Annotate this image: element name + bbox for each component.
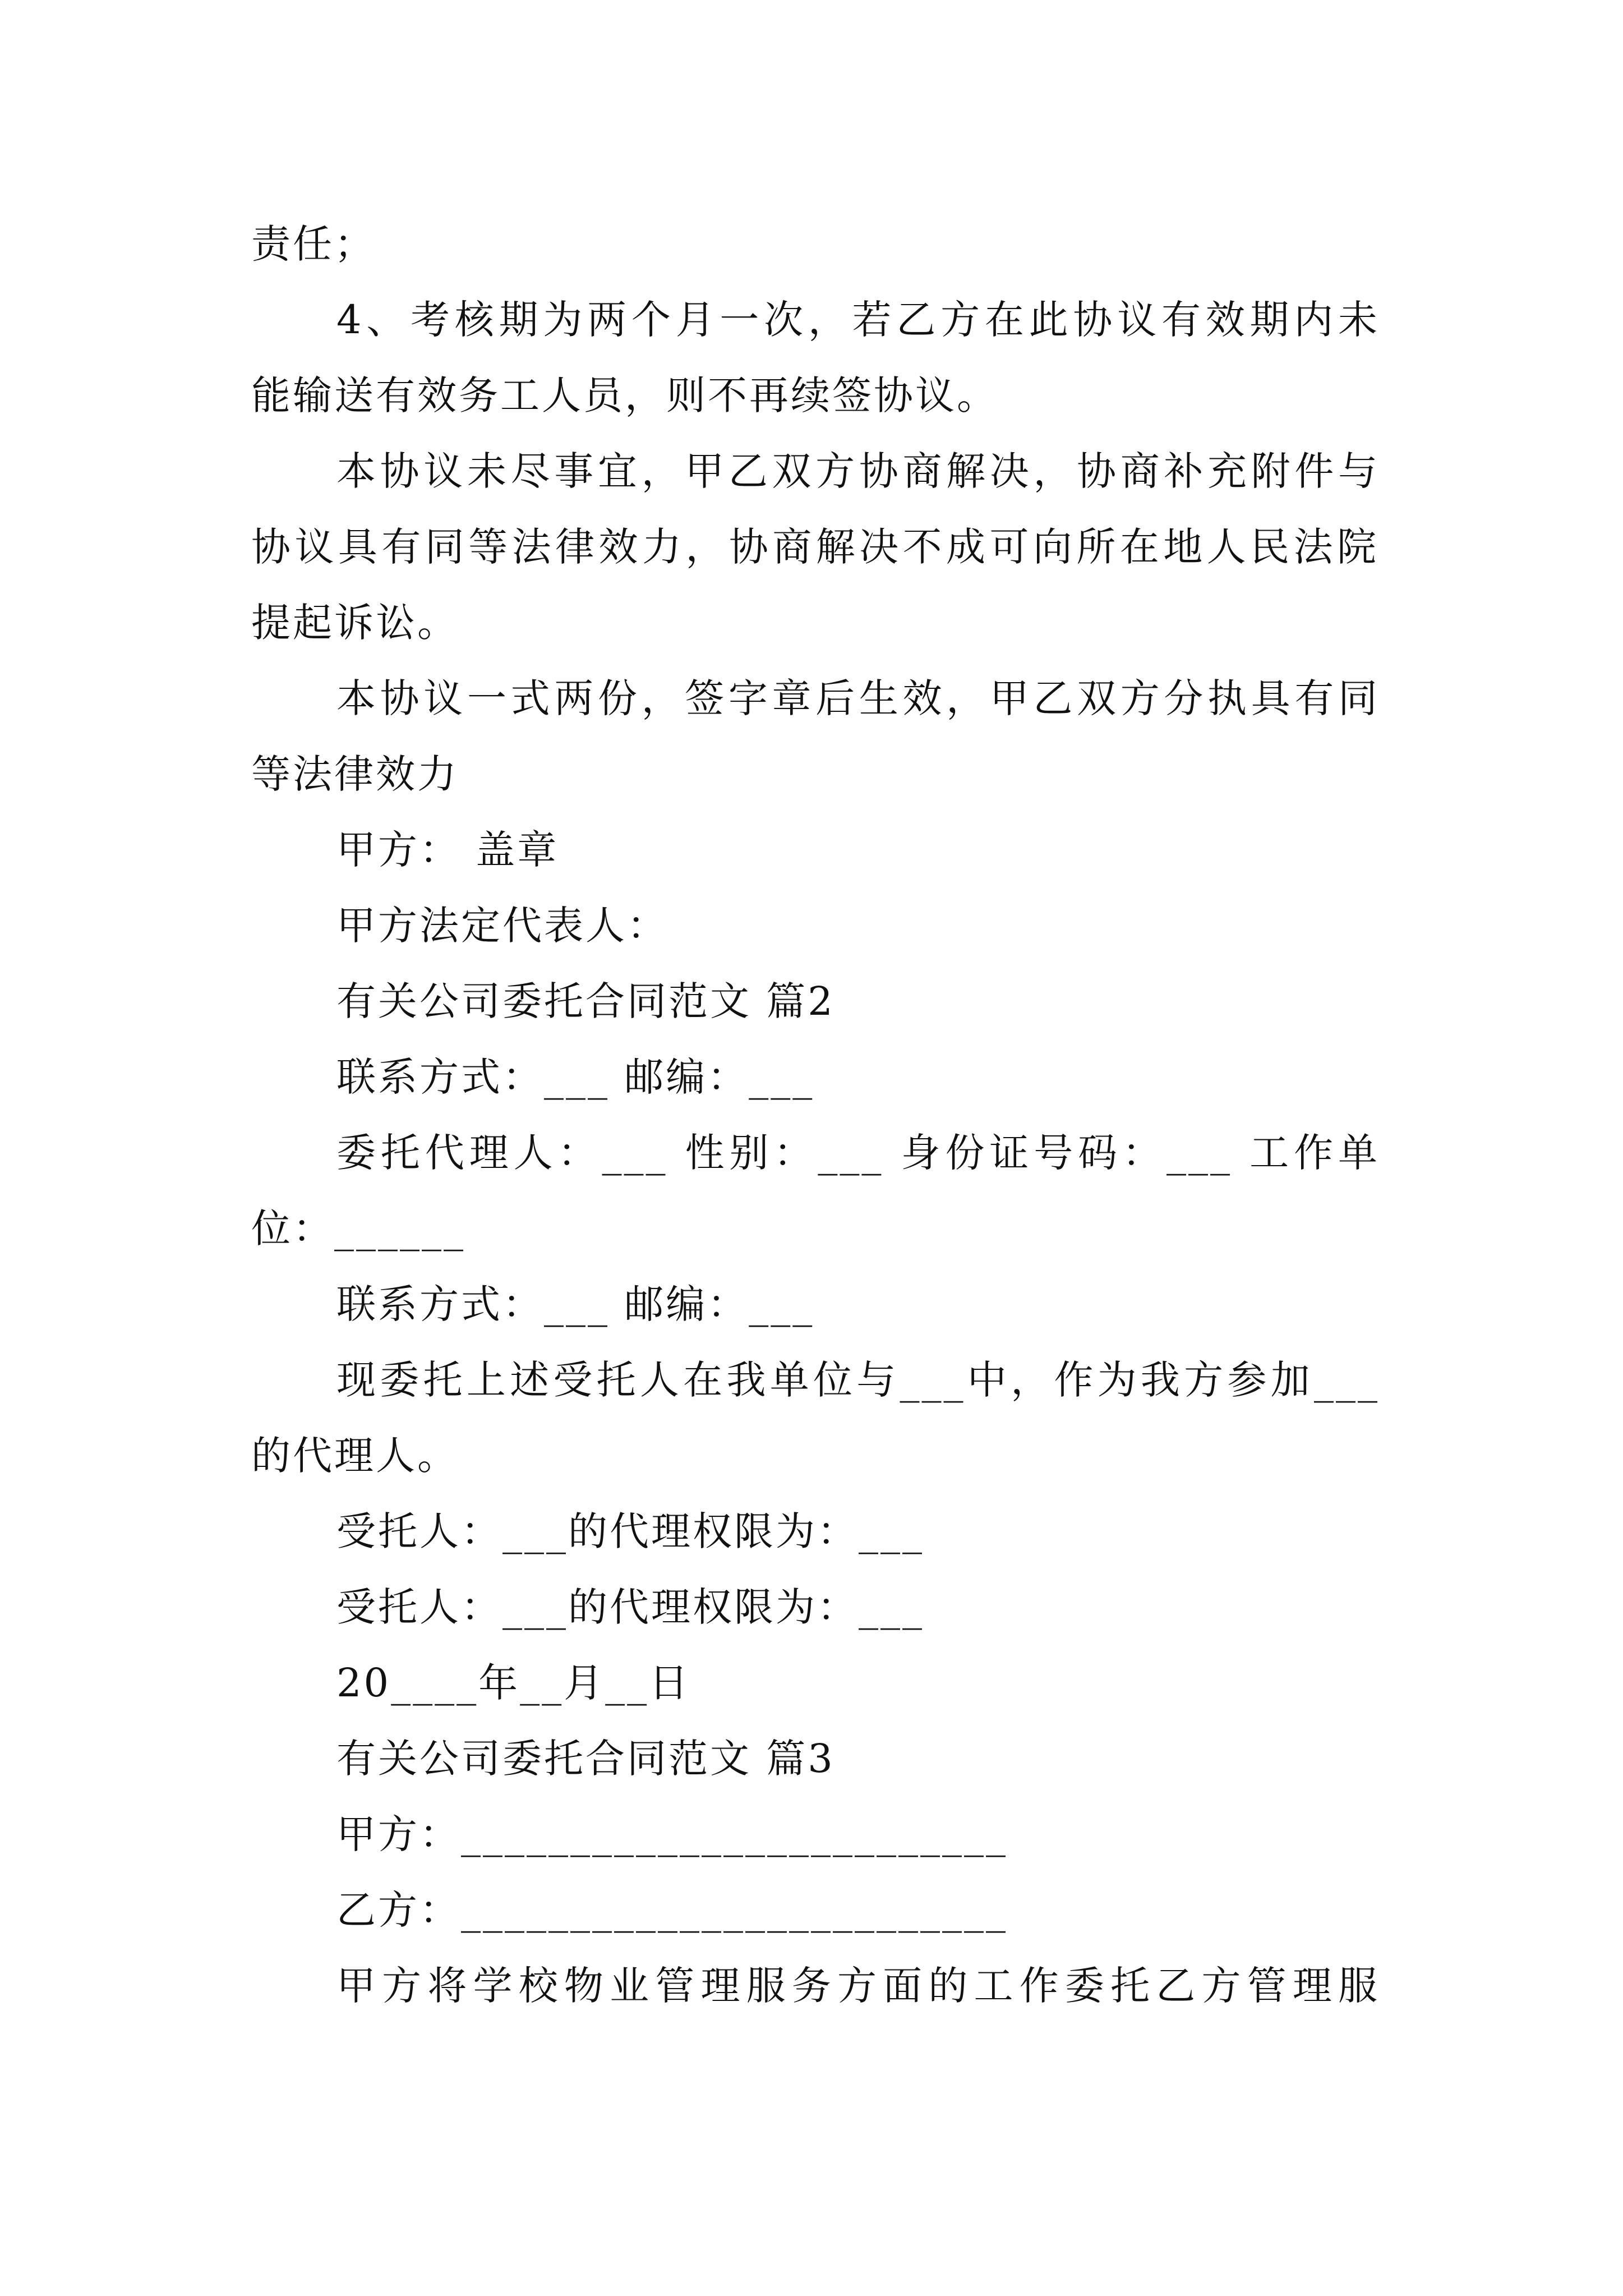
contact-line: 联系方式：___ 邮编：___ [336,1281,815,1327]
contact-line: 联系方式：___ 邮编：___ [336,1054,815,1100]
text-line: 能输送有效务工人员，则不再续签协议。 [251,372,998,418]
date-line: 20____年__月__日 [336,1660,691,1706]
agent-line: 委托代理人：___ 性别：___ 身份证号码：___ 工作单 [336,1130,1380,1176]
party-a-line: 甲方：_________________________ [336,1811,1008,1857]
text-line: 甲方将学校物业管理服务方面的工作委托乙方管理服 [336,1963,1380,2009]
text-line: 4、考核期为两个月一次，若乙方在此协议有效期内未 [336,297,1380,343]
text-line: 的代理人。 [251,1433,459,1479]
party-a-seal: 甲方： 盖章 [336,827,559,873]
party-a-representative: 甲方法定代表人： [336,903,668,949]
authority-line: 受托人：___的代理权限为：___ [336,1508,924,1554]
text-line: 现委托上述受托人在我单位与___中，作为我方参加___ [336,1357,1380,1403]
text-line: 本协议未尽事宜，甲乙双方协商解决，协商补充附件与 [336,448,1380,494]
text-line: 提起诉讼。 [251,600,459,646]
authority-line: 受托人：___的代理权限为：___ [336,1584,924,1630]
text-line: 等法律效力 [251,751,459,797]
text-line: 协议具有同等法律效力，协商解决不成可向所在地人民法院 [251,524,1378,570]
party-b-line: 乙方：_________________________ [336,1887,1008,1933]
text-line: 责任； [251,221,376,267]
section-heading: 有关公司委托合同范文 篇3 [336,1736,835,1782]
text-line: 位：______ [251,1205,465,1251]
text-line: 本协议一式两份，签字章后生效，甲乙双方分执具有同 [336,675,1380,721]
section-heading: 有关公司委托合同范文 篇2 [336,978,835,1024]
